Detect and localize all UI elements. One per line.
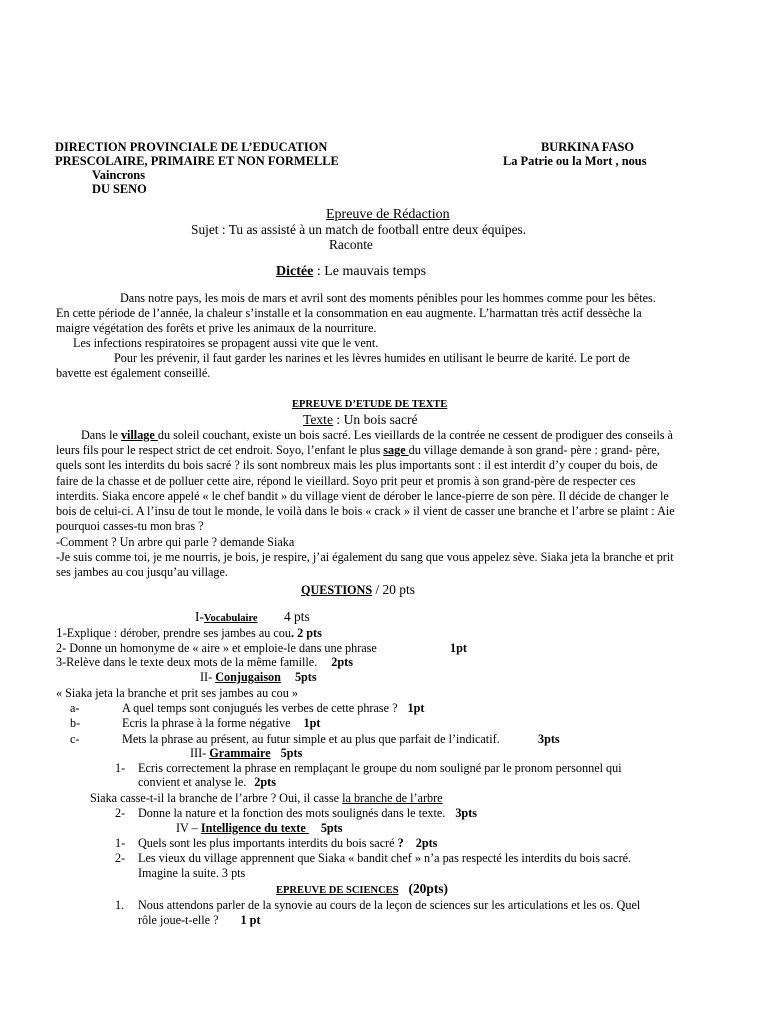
- dictee-label: Dictée: [276, 264, 314, 279]
- intelligence-2-text: Les vieux du village apprennent que Siaka « bandit chef » n’a pas respecté les interdits du bois sacré.: [138, 851, 632, 865]
- sciences-1-text: Nous attendons parler de la synovie au cours de la leçon de sciences sur les articulations et les os. Quel: [138, 898, 641, 912]
- dictee-paragraph-2: Les infections respiratoires se propagent aussi vite que le vent.: [73, 336, 379, 350]
- texte-word-village: village: [120, 428, 158, 442]
- section-vocabulaire-title: Vocabulaire: [203, 613, 258, 624]
- section-conjugaison-pts: 5pts: [294, 670, 317, 684]
- conjugaison-a-pts: 1pt: [407, 701, 425, 715]
- conjugaison-a: [122, 701, 424, 716]
- section-intelligence: [176, 821, 343, 836]
- intelligence-1-pts: 2pts: [415, 836, 438, 850]
- section-intelligence-title: Intelligence du texte: [200, 821, 309, 835]
- section-grammaire-num: III-: [190, 746, 207, 760]
- texte-dialogue-2: -Je suis comme toi, je me nourris, je bois, je respire, j’ai également du sang que vous appelez sève. Siaka jeta la branche et prit ses jambes au cou jusqu’au village.: [56, 550, 674, 580]
- question-2-pts: 1pt: [450, 641, 467, 655]
- sciences-heading: EPREUVE DE SCIENCES: [276, 885, 399, 896]
- redaction-subject: Sujet : Tu as assisté à un match de football entre deux équipes.: [191, 222, 527, 237]
- question-1-text: -Explique : dérober, prendre ses jambes au cou: [62, 626, 291, 640]
- section-conjugaison: [200, 670, 317, 685]
- grammaire-sentence-text: Siaka casse-t-il la branche de l’arbre ? Oui, il casse: [90, 791, 343, 805]
- conjugaison-quote: « Siaka jeta la branche et prit ses jambes au cou »: [56, 686, 298, 700]
- texte-label: Texte: [303, 412, 333, 427]
- section-vocabulaire-num: I-: [195, 609, 204, 624]
- question-1-pts: . 2 pts: [291, 626, 322, 640]
- questions-points: / 20 pts: [372, 582, 415, 597]
- conjugaison-a-text: A quel temps sont conjugués les verbes de cette phrase ?: [122, 701, 398, 715]
- header-left-line3: Vaincrons: [92, 168, 146, 182]
- header-left-line4: DU SENO: [92, 182, 147, 196]
- grammaire-2-num: 2-: [115, 806, 126, 820]
- conjugaison-c-pts: 3pts: [538, 732, 560, 746]
- conjugaison-c-text: Mets la phrase au présent, au futur simple et au plus que parfait de l’indicatif.: [122, 732, 500, 746]
- intelligence-2-text2: Imagine la suite. 3 pts: [138, 866, 246, 880]
- etude-heading: EPREUVE D’ETUDE DE TEXTE: [292, 399, 448, 410]
- section-grammaire-pts: 5pts: [280, 746, 303, 760]
- texte-title-line: [303, 412, 418, 427]
- sciences-1-pts: 1 pt: [240, 913, 261, 927]
- sciences-1-cont: [138, 913, 261, 928]
- question-3: [56, 655, 353, 670]
- question-2-text: 2- Donne un homonyme de « aire » et emploie-le dans une phrase: [56, 641, 377, 655]
- grammaire-2: [138, 806, 477, 821]
- grammaire-2-text: Donne la nature et la fonction des mots soulignés dans le texte.: [138, 806, 446, 820]
- texte-word-sage: sage: [383, 443, 409, 458]
- grammaire-1-pts: 2pts: [254, 775, 276, 789]
- header-left-line1: DIRECTION PROVINCIALE DE L’EDUCATION: [55, 140, 328, 154]
- header-right-line1: BURKINA FASO: [541, 140, 635, 154]
- header-right-line2: La Patrie ou la Mort , nous: [503, 154, 647, 168]
- sciences-title-line: [276, 881, 448, 898]
- conjugaison-b: [122, 716, 320, 731]
- grammaire-1-cont: [138, 775, 276, 790]
- header-left-line2: PRESCOLAIRE, PRIMAIRE ET NON FORMELLE: [55, 154, 339, 168]
- question-3-pts: 2pts: [331, 655, 353, 669]
- conjugaison-c-num: c-: [70, 732, 80, 746]
- sciences-pts: (20pts): [408, 881, 448, 896]
- conjugaison-b-text: Ecris la phrase à la forme négative: [122, 716, 291, 730]
- intelligence-2-num: 2-: [115, 851, 126, 865]
- conjugaison-a-num: a-: [70, 701, 80, 715]
- section-intelligence-num: IV –: [176, 821, 198, 835]
- grammaire-1-text2: convient et analyse le.: [138, 775, 247, 789]
- section-vocabulaire: [195, 609, 258, 626]
- question-1-num: 1: [56, 625, 63, 640]
- sciences-1-text2: rôle joue-t-elle ?: [138, 913, 219, 927]
- question-1: [56, 625, 322, 641]
- section-vocabulaire-pts: 4 pts: [284, 609, 310, 624]
- sciences-1-num: 1.: [115, 898, 125, 912]
- section-conjugaison-num: II-: [200, 670, 213, 684]
- dictee-title: : Le mauvais temps: [313, 264, 427, 279]
- grammaire-sentence: [90, 791, 443, 806]
- question-3-text: 3-Relève dans le texte deux mots de la même famille.: [56, 655, 318, 669]
- questions-title-line: [301, 582, 415, 598]
- texte-dialogue-1: -Comment ? Un arbre qui parle ? demande Siaka: [56, 535, 295, 549]
- questions-label: QUESTIONS: [301, 583, 373, 597]
- texte-part-2: du soleil couchant, existe un bois sacré. Les vieillards de la contrée ne cessent de prodiguer des conseils à leurs fils pour le respect strict de cet endroit. Soyo, l’enfant le plus: [56, 428, 673, 458]
- section-grammaire-title: Grammaire: [209, 746, 271, 760]
- dictee-title-line: [276, 264, 426, 279]
- section-grammaire: [190, 746, 302, 761]
- intelligence-1-text: Quels sont les plus importants interdits du bois sacré: [138, 836, 395, 850]
- section-intelligence-pts: 5pts: [320, 821, 343, 835]
- grammaire-sentence-underlined: la branche de l’arbre: [342, 791, 443, 805]
- conjugaison-b-pts: 1pt: [303, 716, 321, 730]
- redaction-subject-cont: Raconte: [329, 237, 373, 252]
- intelligence-1-num: 1-: [115, 836, 126, 850]
- redaction-title: Epreuve de Rédaction: [326, 207, 450, 222]
- texte-title: : Un bois sacré: [333, 412, 418, 427]
- texte-part-1: Dans le: [81, 428, 121, 442]
- grammaire-1-num: 1-: [115, 761, 126, 775]
- dictee-paragraph-1: Dans notre pays, les mois de mars et avril sont des moments pénibles pour les hommes comme pour les bêtes. En cette période de l’année, la chaleur s’installe et la consommation en eau augmente. L’harmattan très actif dessèche la maigre végétation des forêts et prive les animaux de la nourriture.: [56, 291, 656, 336]
- dictee-paragraph-3: Pour les prévenir, il faut garder les narines et les lèvres humides en utilisant le beurre de karité. Le port de bavette est également conseillé.: [56, 351, 630, 381]
- texte-body: [56, 428, 680, 534]
- texte-part-3: du village demande à son grand- père : grand- père, quels sont les interdits du bois sacré ? ils sont nombreux mais les plus importants sont : il est interdit d’y couper du bois, de faire de la chasse et de polluer cette aire, répond le vieillard. Soyo prit peur et promis à son grand-père de respecter ces interdits. Siaka encore appelé « le chef bandit » du village vient de dérober le lance-pierre de son père. Il décide de changer le bois de celui-ci. A l’insu de tout le monde, le voilà dans le bois « crack » il vient de casser une branche et l’arbre se plaint : Aie pourquoi casses-tu mon bras ?: [56, 443, 675, 534]
- grammaire-2-pts: 3pts: [455, 806, 478, 820]
- intelligence-1: [138, 836, 437, 851]
- intelligence-1-q: ?: [394, 836, 404, 850]
- conjugaison-b-num: b-: [70, 716, 81, 730]
- section-conjugaison-title: Conjugaison: [215, 670, 281, 684]
- grammaire-1-text: Ecris correctement la phrase en remplaçant le groupe du nom souligné par le pronom personnel qui: [138, 761, 622, 775]
